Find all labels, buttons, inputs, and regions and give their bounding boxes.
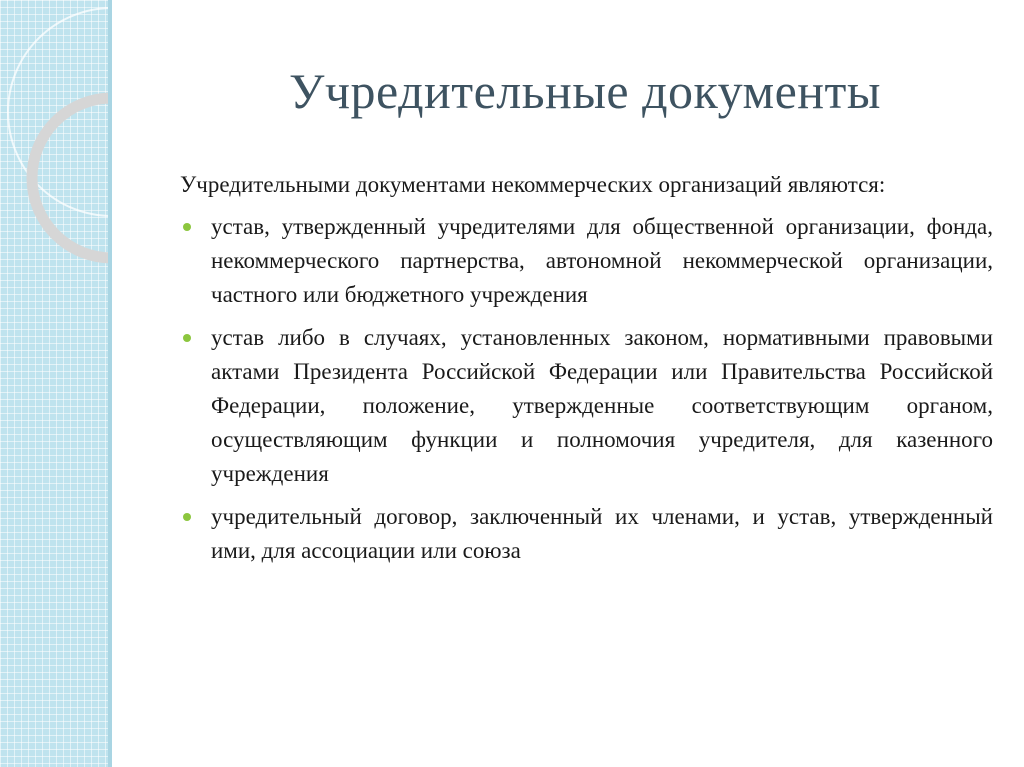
bullet-item	[180, 321, 993, 491]
slide-content	[180, 168, 993, 577]
bullet-list	[180, 210, 993, 568]
slide-title: Учредительные документы	[288, 63, 882, 119]
bullet-item	[180, 210, 993, 312]
decorative-sidebar	[0, 0, 112, 767]
bullet-text: устав либо в случаях, установленных законом, нормативными правовыми актами Президента Российской Федерации или Правительства Российской Федерации, положение, утвержденные соответствующим органом, осуществляющим функции и полномочия учредителя, для казенного учреждения	[211, 325, 993, 486]
bullet-dot-icon	[183, 223, 191, 231]
intro-paragraph: Учредительными документами некоммерческих организаций являются:	[180, 172, 886, 197]
sidebar-edge	[108, 0, 112, 767]
bullet-dot-icon	[183, 334, 191, 342]
bullet-dot-icon	[183, 513, 191, 521]
decorative-rings	[0, 0, 112, 767]
decorative-ring-gray	[32, 98, 112, 258]
bullet-text: учредительный договор, заключенный их членами, и устав, утвержденный ими, для ассоциации или союза	[211, 504, 993, 563]
bullet-item	[180, 500, 993, 568]
bullet-text: устав, утвержденный учредителями для общественной организации, фонда, некоммерческого партнерства, автономной некоммерческой организации, частного или бюджетного учреждения	[211, 214, 993, 307]
